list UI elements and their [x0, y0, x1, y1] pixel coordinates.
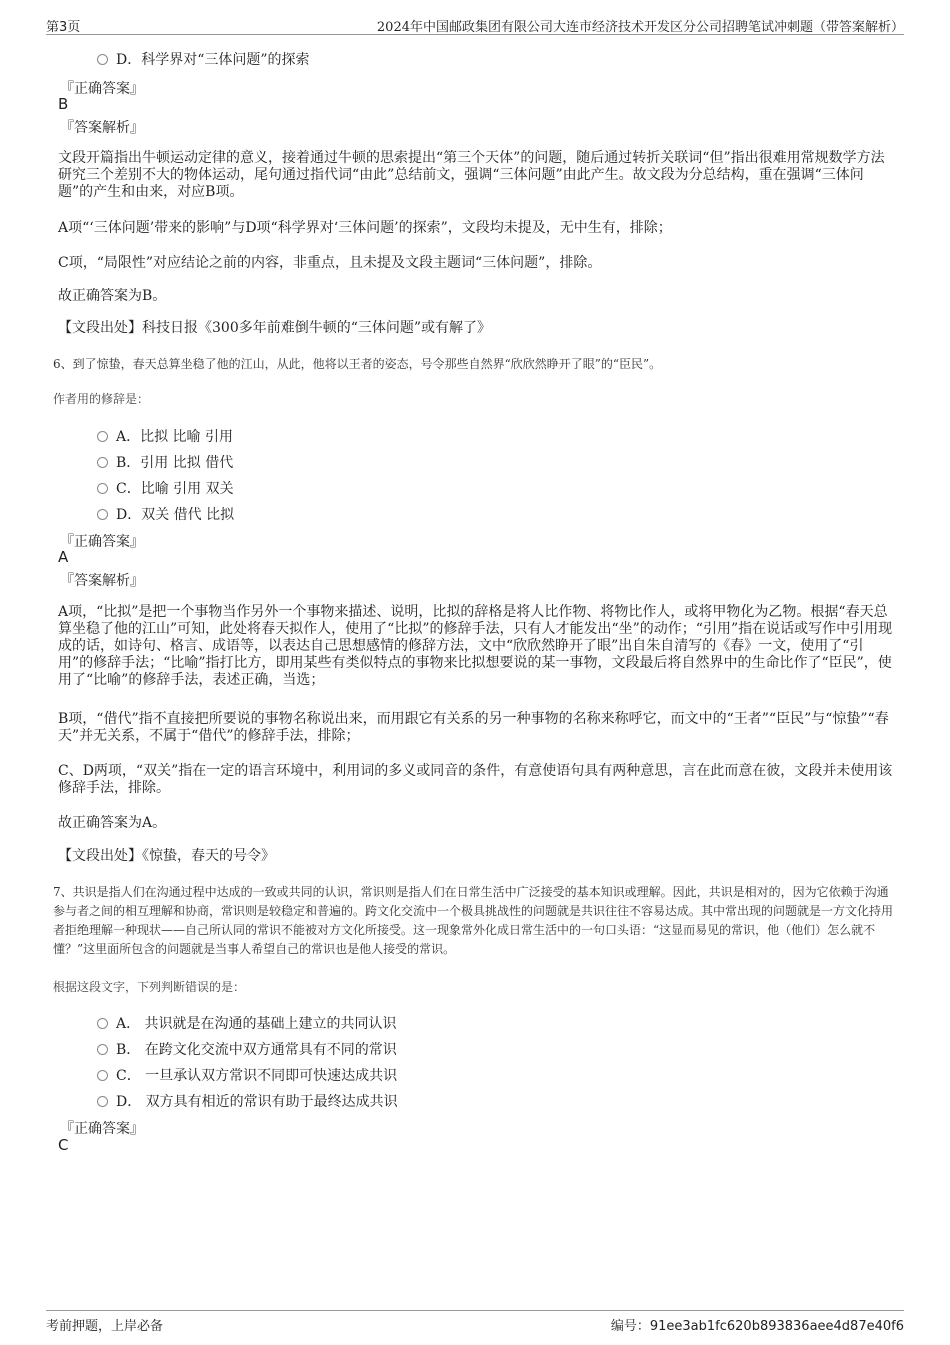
footer-slogan: 考前押题，上岸必备 [46, 1319, 164, 1334]
q7-option-a[interactable]: A． 共识就是在沟通的基础上建立的共同认识 [97, 1013, 397, 1033]
q5-answer-label: 『正确答案』 [60, 81, 144, 97]
q5-explanation-p1: 文段开篇指出牛顿运动定律的意义，接着通过牛顿的思索提出“第三个天体”的问题，随后通过转折关联词“但”指出很难用常规数学方法研究三个差别不大的物体运动，尾句通过指代词“由此”总结前文，强调“三体问题”由此产生。故文段为分总结构，重在强调“三体问题”的产生和由来，对应B项。 [58, 150, 885, 200]
q6-source: 【文段出处】《惊蛰，春天的号令》 [58, 848, 275, 864]
q6-answer-label: 『正确答案』 [60, 534, 144, 550]
q6-option-a[interactable]: A．比拟 比喻 引用 [97, 426, 233, 446]
document-code: 编号：91ee3ab1fc620b893836aee4d87e40f6 [610, 1319, 904, 1334]
q6-option-c[interactable]: C．比喻 引用 双关 [97, 478, 234, 498]
radio-icon[interactable] [97, 1096, 108, 1107]
q7-answer-label: 『正确答案』 [60, 1121, 144, 1137]
q7-option-c[interactable]: C． 一旦承认双方常识不同即可快速达成共识 [97, 1065, 397, 1085]
q5-explanation-label: 『答案解析』 [60, 120, 144, 136]
q5-explanation-p3: C项，“局限性”对应结论之前的内容，非重点，且未提及文段主题词“三体问题”，排除。 [58, 255, 602, 271]
radio-icon[interactable] [97, 431, 108, 442]
page-number: 第3页 [46, 20, 81, 35]
q5-option-d[interactable]: D．科学界对“三体问题”的探索 [97, 49, 310, 69]
radio-icon[interactable] [97, 1044, 108, 1055]
q6-ask: 作者用的修辞是： [53, 392, 150, 406]
radio-icon[interactable] [97, 1018, 108, 1029]
q6-option-d[interactable]: D．双关 借代 比拟 [97, 504, 234, 524]
radio-icon[interactable] [97, 509, 108, 520]
q6-option-b[interactable]: B．引用 比拟 借代 [97, 452, 233, 472]
radio-icon[interactable] [97, 54, 108, 65]
page-header [46, 14, 904, 35]
q5-source: 【文段出处】科技日报《300多年前难倒牛顿的“三体问题”或有解了》 [58, 320, 492, 336]
document-title: 2024年中国邮政集团有限公司大连市经济技术开发区分公司招聘笔试冲刺题（带答案解析） [376, 20, 904, 35]
q6-explanation-label: 『答案解析』 [60, 573, 144, 589]
radio-icon[interactable] [97, 457, 108, 468]
q6-explanation-p1: A项，“比拟”是把一个事物当作另外一个事物来描述、说明，比拟的辞格是将人比作物、将物比作人，或将甲物化为乙物。根据“春天总算坐稳了他的江山”可知，此处将春天拟作人，使用了“比拟”的修辞手法，只有人才能发出“坐”的动作；“引用”指在说话或写作中引用现成的话，如诗句、格言、成语等，以表达自己思想感情的修辞方法，文中“欣欣然睁开了眼”出自朱自清写的《春》一文，使用了“引用”的修辞手法；“比喻”指打比方，即用某些有类似特点的事物来比拟想要说的某一事物，文段最后将自然界中的生命比作了“臣民”，使用了“比喻”的修辞手法，表述正确，当选； [58, 604, 893, 688]
q5-answer: B [58, 95, 69, 113]
q7-stem: 7、共识是指人们在沟通过程中达成的一致或共同的认识，常识则是指人们在日常生活中广泛接受的基本知识或理解。因此，共识是相对的，因为它依赖于沟通参与者之间的相互理解和协商，常识则是较稳定和普遍的。跨文化交流中一个极具挑战性的问题就是共识往往不容易达成。其中常出现的问题就是一方文化持用者拒绝理解一种现状——自己所认同的常识不能被对方文化所接受。这一现象常外化成日常生活中的一句口头语：“这显而易见的常识，他（他们）怎么就不懂？”这里面所包含的问题就是当事人希望自己的常识也是他人接受的常识。 [53, 885, 894, 956]
page-footer [46, 1310, 904, 1335]
q7-option-d[interactable]: D． 双方具有相近的常识有助于最终达成共识 [97, 1091, 398, 1111]
q5-explanation-p2: A项“‘三体问题’带来的影响”与D项“科学界对‘三体问题’的探索”，文段均未提及，无中生有，排除； [58, 220, 672, 236]
q5-explanation-p4: 故正确答案为B。 [58, 288, 167, 304]
q6-stem: 6、到了惊蛰，春天总算坐稳了他的江山，从此，他将以王者的姿态，号令那些自然界“欣欣然睁开了眼”的“臣民”。 [53, 357, 662, 371]
q6-explanation-p3: C、D两项，“双关”指在一定的语言环境中，利用词的多义或同音的条件，有意使语句具有两种意思，言在此而意在彼，文段并未使用该修辞手法，排除。 [58, 763, 893, 796]
q6-answer: A [58, 548, 69, 566]
q7-option-b[interactable]: B． 在跨文化交流中双方通常具有不同的常识 [97, 1039, 397, 1059]
q6-explanation-p4: 故正确答案为A。 [58, 815, 167, 831]
q7-ask: 根据这段文字，下列判断错误的是： [53, 980, 246, 994]
q7-answer: C [58, 1136, 69, 1154]
q6-explanation-p2: B项，“借代”指不直接把所要说的事物名称说出来，而用跟它有关系的另一种事物的名称来称呼它，而文中的“王者”“臣民”与“惊蛰”“春天”并无关系，不属于“借代”的修辞手法，排除； [58, 711, 889, 744]
radio-icon[interactable] [97, 1070, 108, 1081]
radio-icon[interactable] [97, 483, 108, 494]
